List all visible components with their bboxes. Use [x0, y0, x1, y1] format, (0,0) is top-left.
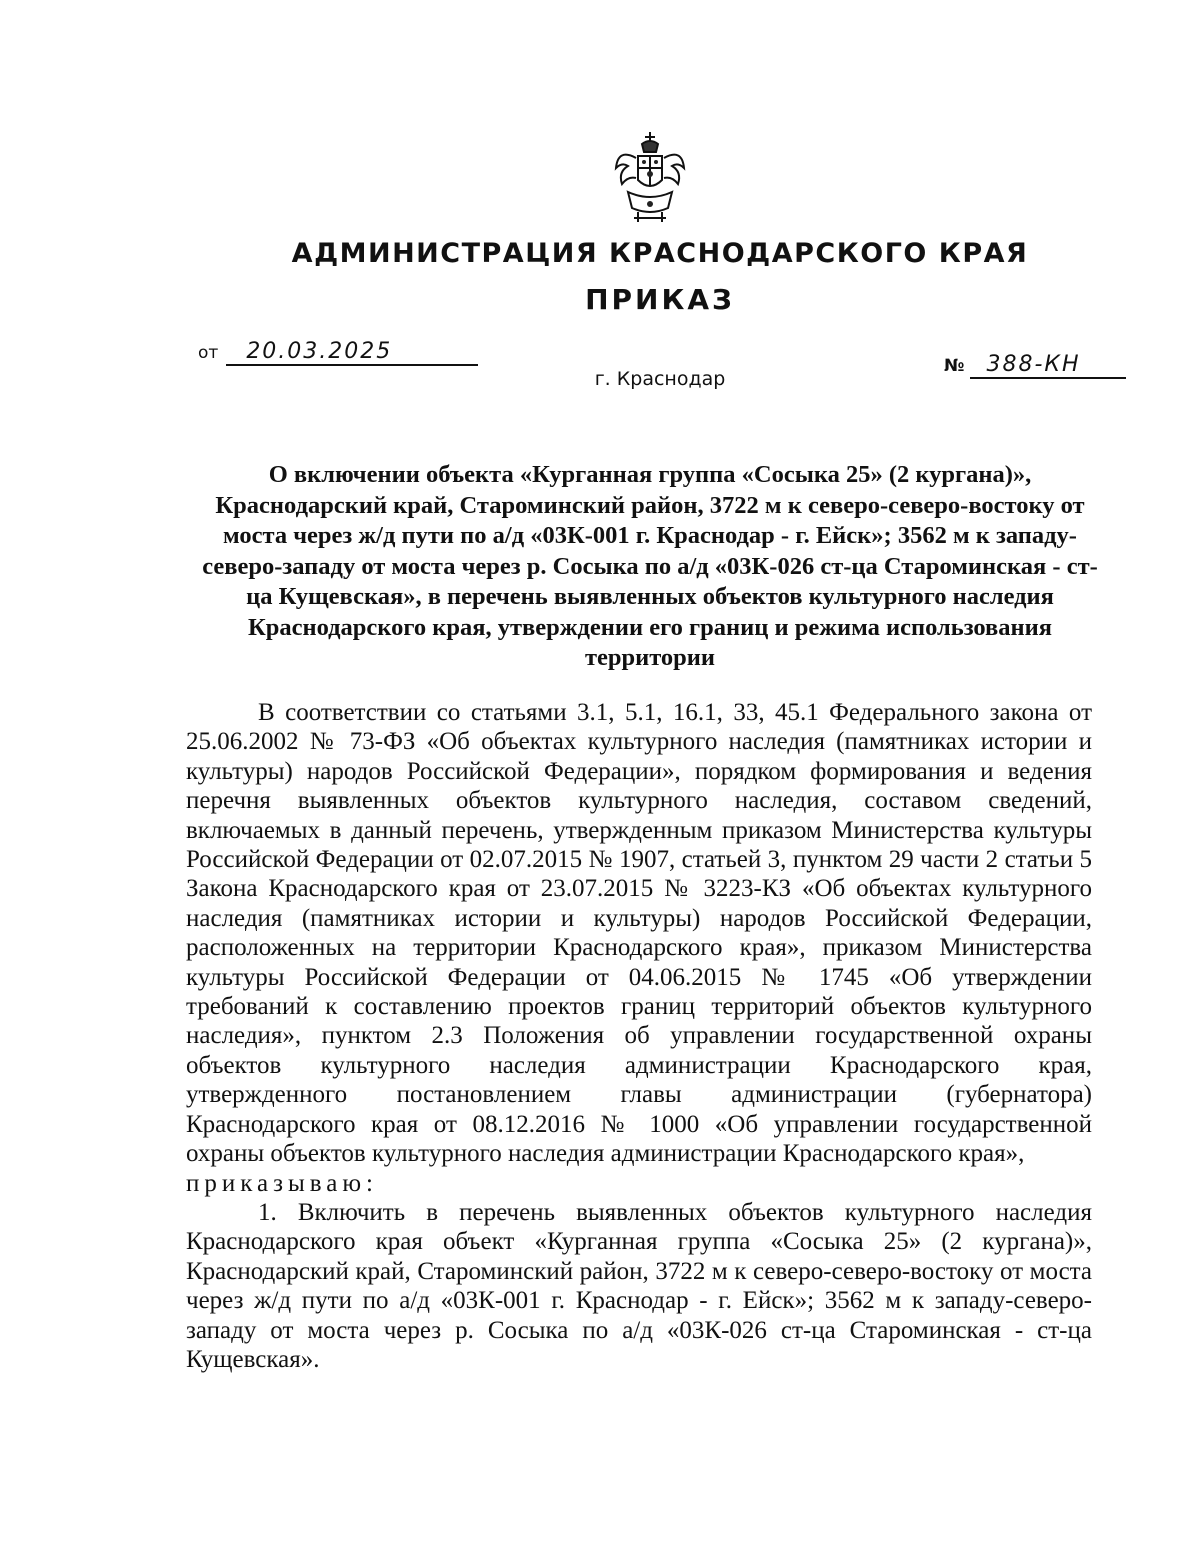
date-prefix: от	[198, 343, 219, 363]
order-word: приказываю:	[186, 1169, 378, 1197]
date-value: 20.03.2025	[226, 340, 478, 366]
number-prefix: №	[944, 356, 965, 376]
coat-of-arms-icon	[608, 128, 692, 226]
number-value: 388-КН	[970, 353, 1126, 379]
item-1-paragraph: 1. Включить в перечень выявленных объектов культурного наследия Краснодарского края объект «Курганная группа «Сосыка 25» (2 кургана)», Краснодарский край, Староминский район, 3722 м к северо-северо-востоку от моста через ж/д пути по а/д «03К-001 г. Краснодар - г. Ейск»; 3562 м к западу-северо-западу от моста через р. Сосыка по а/д «03К-026 ст-ца Староминская - ст-ца Кущевская».	[186, 1198, 1092, 1373]
document-type: ПРИКАЗ	[585, 283, 735, 316]
preamble-paragraph: В соответствии со статьями 3.1, 5.1, 16.1, 33, 45.1 Федерального закона от 25.06.2002 № 73-ФЗ «Об объектах культурного наследия (памятниках истории и культуры) народов Российской Федерации», порядком формирования и ведения перечня выявленных объектов культурного наследия, составом сведений, включаемых в данный перечень, утвержденным приказом Министерства культуры Российской Федерации от 02.07.2015 № 1907, статьей 3, пунктом 29 части 2 статьи 5 Закона Краснодарского края от 23.07.2015 № 3223-КЗ «Об объектах культурного наследия (памятниках истории и культуры) народов Российской Федерации, расположенных на территории Краснодарского края», приказом Министерства культуры Российской Федерации от 04.06.2015 № 1745 «Об утверждении требований к составлению проектов границ территорий объектов культурного наследия», пунктом 2.3 Положения об управлении государственной охраны объектов культурного наследия администрации Краснодарского края, утвержденного постановлением главы администрации (губернатора) Краснодарского края от 08.12.2016 № 1000 «Об управлении государственной охраны объектов культурного наследия администрации Краснодарского края»,	[186, 699, 1092, 1168]
organization-name: АДМИНИСТРАЦИЯ КРАСНОДАРСКОГО КРАЯ	[291, 238, 1029, 269]
document-title: О включении объекта «Курганная группа «Сосыка 25» (2 кургана)», Краснодарский край, Староминский район, 3722 м к северо-северо-востоку от моста через ж/д пути по а/д «03К-001 г. Краснодар - г. Ейск»; 3562 м к западу-северо-западу от моста через р. Сосыка по а/д «03К-026 ст-ца Староминская - ст-ца Кущевская», в перечень выявленных объектов культурного наследия Краснодарского края, утверждении его границ и режима использования территории	[202, 461, 1098, 671]
city: г. Краснодар	[594, 368, 726, 390]
date-row	[198, 340, 478, 366]
document-body	[186, 698, 1092, 1374]
